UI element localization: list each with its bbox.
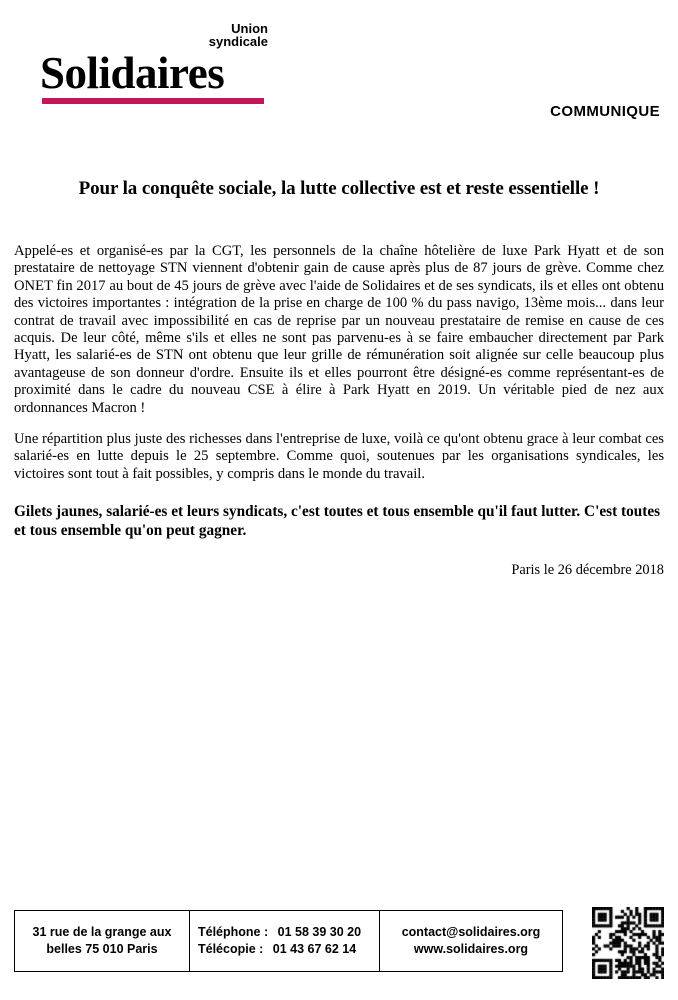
footer-web-cell <box>380 911 562 971</box>
document-type-label: COMMUNIQUE <box>550 103 660 120</box>
qr-code-icon[interactable] <box>592 907 664 979</box>
address-line-1: 31 rue de la grange aux <box>32 925 172 939</box>
logo-union-line1: Union <box>231 21 268 36</box>
page-title: Pour la conquête sociale, la lutte collective est et reste essentielle ! <box>78 178 600 199</box>
solidaires-logo <box>40 22 280 104</box>
paragraph-2: Une répartition plus juste des richesses dans l'entreprise de luxe, voilà ce qu'ont obtenu grace à leur combat ces salarié-es en lutte depuis le 25 septembre. Comme quoi, soutenues par les organisations syndicales, les victoires sont tout à fait possibles, y compris dans le monde du travail. <box>14 431 664 482</box>
website-url[interactable]: www.solidaires.org <box>413 942 529 956</box>
document-body <box>14 243 664 579</box>
logo-underline-bar <box>42 98 264 104</box>
phone-row <box>198 924 371 941</box>
address-line-2: belles 75 010 Paris <box>46 942 158 956</box>
paragraph-1: Appelé-es et organisé-es par la CGT, les personnels de la chaîne hôtelière de luxe Park Hyatt et de son prestataire de nettoyage STN viennent d'obtenir gain de cause après plus de 87 jours de grève. Comme chez ONET fin 2017 au bout de 45 jours de grève avec l'aide de Solidaires et de ses syndicats, ils et elles ont obtenu des victoires importantes : intégration de la prise en charge de 100 % du pass navigo, 13ème mois... dans leur contrat de travail avec impossibilité en cas de reprise par un nouveau prestataire de remise en cause de ces acquis. De leur côté, même s'ils et elles ne sont pas parvenu-es à se faire embaucher directement par Park Hyatt, les salarié-es de STN ont obtenu que leur grille de rémunération soit alignée sur celle beaucoup plus avantageuse de son donneur d'ordre. Ensuite ils et elles pourront être désigné-es comme représentant-es de proximité dans le cadre du nouveau CSE à élire à Park Hyatt en 2019. Un véritable pied de nez aux ordonnances Macron ! <box>14 243 664 416</box>
document-footer <box>14 910 664 982</box>
footer-address-cell <box>15 911 190 971</box>
phone-label: Téléphone : <box>198 925 269 939</box>
phone-value: 01 58 39 30 20 <box>277 925 362 939</box>
logo-wordmark: Solidaires <box>40 48 225 98</box>
fax-value: 01 43 67 62 14 <box>272 942 357 956</box>
email-address[interactable]: contact@solidaires.org <box>401 925 541 939</box>
document-header <box>0 0 678 140</box>
fax-row <box>198 941 371 958</box>
logo-union-line2: syndicale <box>208 34 268 49</box>
logo-union-text <box>40 22 268 48</box>
date-line: Paris le 26 décembre 2018 <box>511 562 664 579</box>
paragraph-3-callout: Gilets jaunes, salarié-es et leurs syndicats, c'est toutes et tous ensemble qu'il faut lutter. C'est toutes et tous ensemble qu'on peut gagner. <box>14 503 661 539</box>
fax-label: Télécopie : <box>198 942 264 956</box>
footer-phone-cell <box>190 911 380 971</box>
footer-contact-table <box>14 910 563 972</box>
